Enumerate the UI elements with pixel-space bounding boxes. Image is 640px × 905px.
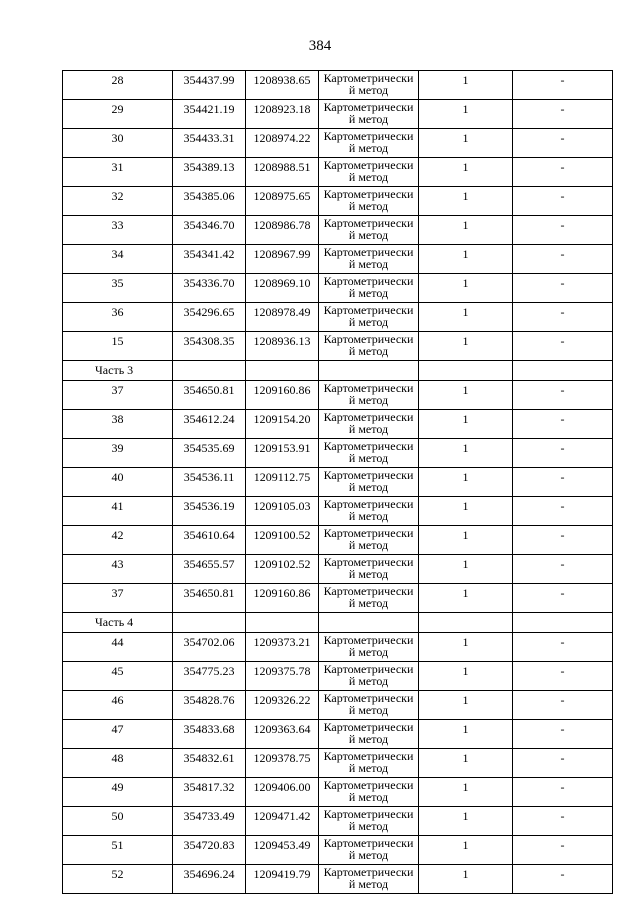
x-coordinate-cell: 354612.24 (173, 410, 246, 439)
y-coordinate-cell: 1209453.49 (246, 836, 319, 865)
note-cell: - (513, 129, 613, 158)
method-cell (319, 633, 419, 662)
y-coordinate-cell: 1208938.65 (246, 71, 319, 100)
method-cell (319, 526, 419, 555)
method-cell (319, 129, 419, 158)
method-line-1: Картометрически (323, 584, 414, 598)
method-line-1: Картометрически (323, 129, 414, 143)
method-line-2: й метод (348, 286, 389, 300)
accuracy-cell: 1 (419, 410, 513, 439)
empty-cell (246, 361, 319, 381)
y-coordinate-cell: 1209105.03 (246, 497, 319, 526)
method-line-1: Картометрически (323, 187, 414, 201)
note-cell: - (513, 381, 613, 410)
x-coordinate-cell: 354655.57 (173, 555, 246, 584)
table-row (63, 497, 613, 526)
empty-cell (246, 613, 319, 633)
accuracy-cell: 1 (419, 158, 513, 187)
accuracy-cell: 1 (419, 71, 513, 100)
x-coordinate-cell: 354702.06 (173, 633, 246, 662)
x-coordinate-cell: 354346.70 (173, 216, 246, 245)
table-row (63, 381, 613, 410)
point-number-cell: 43 (63, 555, 173, 584)
x-coordinate-cell: 354536.19 (173, 497, 246, 526)
accuracy-cell: 1 (419, 100, 513, 129)
accuracy-cell: 1 (419, 865, 513, 894)
accuracy-cell: 1 (419, 836, 513, 865)
method-line-1: Картометрически (323, 807, 414, 821)
accuracy-cell: 1 (419, 555, 513, 584)
accuracy-cell: 1 (419, 720, 513, 749)
method-line-2: й метод (348, 674, 389, 688)
y-coordinate-cell: 1208975.65 (246, 187, 319, 216)
method-line-1: Картометрически (323, 497, 414, 511)
method-cell (319, 158, 419, 187)
method-line-2: й метод (348, 703, 389, 717)
x-coordinate-cell: 354336.70 (173, 274, 246, 303)
y-coordinate-cell: 1209100.52 (246, 526, 319, 555)
table-row (63, 836, 613, 865)
note-cell: - (513, 807, 613, 836)
table-row (63, 187, 613, 216)
note-cell: - (513, 584, 613, 613)
accuracy-cell: 1 (419, 216, 513, 245)
note-cell: - (513, 526, 613, 555)
table-row (63, 410, 613, 439)
method-line-2: й метод (348, 112, 389, 126)
accuracy-cell: 1 (419, 778, 513, 807)
point-number-cell: 44 (63, 633, 173, 662)
method-line-1: Картометрически (323, 274, 414, 288)
note-cell: - (513, 662, 613, 691)
point-number-cell: 41 (63, 497, 173, 526)
method-line-2: й метод (348, 393, 389, 407)
table-row (63, 439, 613, 468)
y-coordinate-cell: 1209373.21 (246, 633, 319, 662)
point-number-cell: 39 (63, 439, 173, 468)
accuracy-cell: 1 (419, 662, 513, 691)
method-cell (319, 332, 419, 361)
method-line-1: Картометрически (323, 749, 414, 763)
table-row (63, 100, 613, 129)
method-line-2: й метод (348, 790, 389, 804)
method-line-1: Картометрически (323, 526, 414, 540)
y-coordinate-cell: 1208986.78 (246, 216, 319, 245)
y-coordinate-cell: 1209153.91 (246, 439, 319, 468)
empty-cell (419, 361, 513, 381)
note-cell: - (513, 332, 613, 361)
accuracy-cell: 1 (419, 381, 513, 410)
point-number-cell: 37 (63, 381, 173, 410)
empty-cell (419, 613, 513, 633)
x-coordinate-cell: 354828.76 (173, 691, 246, 720)
point-number-cell: 28 (63, 71, 173, 100)
x-coordinate-cell: 354610.64 (173, 526, 246, 555)
note-cell: - (513, 274, 613, 303)
note-cell: - (513, 303, 613, 332)
table-row (63, 584, 613, 613)
accuracy-cell: 1 (419, 526, 513, 555)
point-number-cell: 33 (63, 216, 173, 245)
y-coordinate-cell: 1209160.86 (246, 584, 319, 613)
method-line-1: Картометрически (323, 216, 414, 230)
point-number-cell: 38 (63, 410, 173, 439)
note-cell: - (513, 439, 613, 468)
table-row (63, 274, 613, 303)
y-coordinate-cell: 1209419.79 (246, 865, 319, 894)
note-cell: - (513, 410, 613, 439)
point-number-cell: 45 (63, 662, 173, 691)
table-row (63, 332, 613, 361)
note-cell: - (513, 749, 613, 778)
table-row (63, 216, 613, 245)
method-line-2: й метод (348, 83, 389, 97)
method-cell (319, 497, 419, 526)
point-number-cell: 29 (63, 100, 173, 129)
method-line-2: й метод (348, 567, 389, 581)
method-line-2: й метод (348, 538, 389, 552)
point-number-cell: 49 (63, 778, 173, 807)
method-line-2: й метод (348, 509, 389, 523)
x-coordinate-cell: 354296.65 (173, 303, 246, 332)
method-line-2: й метод (348, 848, 389, 862)
table-row (63, 691, 613, 720)
accuracy-cell: 1 (419, 274, 513, 303)
method-cell (319, 662, 419, 691)
method-cell (319, 100, 419, 129)
method-line-2: й метод (348, 170, 389, 184)
y-coordinate-cell: 1208923.18 (246, 100, 319, 129)
method-line-2: й метод (348, 761, 389, 775)
table-row (63, 807, 613, 836)
method-line-2: й метод (348, 645, 389, 659)
point-number-cell: 48 (63, 749, 173, 778)
y-coordinate-cell: 1208969.10 (246, 274, 319, 303)
accuracy-cell: 1 (419, 497, 513, 526)
x-coordinate-cell: 354437.99 (173, 71, 246, 100)
method-line-1: Картометрически (323, 71, 414, 85)
x-coordinate-cell: 354308.35 (173, 332, 246, 361)
method-line-2: й метод (348, 451, 389, 465)
note-cell: - (513, 468, 613, 497)
method-cell (319, 381, 419, 410)
method-cell (319, 245, 419, 274)
coordinates-table-body (63, 71, 613, 894)
note-cell: - (513, 158, 613, 187)
point-number-cell: 15 (63, 332, 173, 361)
accuracy-cell: 1 (419, 187, 513, 216)
accuracy-cell: 1 (419, 691, 513, 720)
method-line-1: Картометрически (323, 633, 414, 647)
y-coordinate-cell: 1208967.99 (246, 245, 319, 274)
section-label-cell: Часть 3 (63, 361, 173, 381)
note-cell: - (513, 633, 613, 662)
section-row (63, 361, 613, 381)
point-number-cell: 35 (63, 274, 173, 303)
y-coordinate-cell: 1208988.51 (246, 158, 319, 187)
method-line-1: Картометрически (323, 555, 414, 569)
empty-cell (513, 361, 613, 381)
x-coordinate-cell: 354720.83 (173, 836, 246, 865)
method-cell (319, 778, 419, 807)
section-label-cell: Часть 4 (63, 613, 173, 633)
accuracy-cell: 1 (419, 439, 513, 468)
point-number-cell: 50 (63, 807, 173, 836)
method-line-1: Картометрически (323, 778, 414, 792)
method-line-2: й метод (348, 199, 389, 213)
point-number-cell: 52 (63, 865, 173, 894)
method-line-2: й метод (348, 596, 389, 610)
y-coordinate-cell: 1209112.75 (246, 468, 319, 497)
table-row (63, 158, 613, 187)
y-coordinate-cell: 1209102.52 (246, 555, 319, 584)
method-cell (319, 439, 419, 468)
table-row (63, 633, 613, 662)
empty-cell (319, 613, 419, 633)
x-coordinate-cell: 354535.69 (173, 439, 246, 468)
y-coordinate-cell: 1209326.22 (246, 691, 319, 720)
method-line-1: Картометрически (323, 245, 414, 259)
x-coordinate-cell: 354341.42 (173, 245, 246, 274)
y-coordinate-cell: 1209378.75 (246, 749, 319, 778)
method-line-1: Картометрически (323, 662, 414, 676)
method-cell (319, 720, 419, 749)
accuracy-cell: 1 (419, 584, 513, 613)
method-line-2: й метод (348, 257, 389, 271)
method-cell (319, 691, 419, 720)
note-cell: - (513, 216, 613, 245)
method-cell (319, 807, 419, 836)
note-cell: - (513, 865, 613, 894)
method-cell (319, 303, 419, 332)
method-line-2: й метод (348, 141, 389, 155)
point-number-cell: 51 (63, 836, 173, 865)
table-row (63, 720, 613, 749)
x-coordinate-cell: 354650.81 (173, 381, 246, 410)
note-cell: - (513, 497, 613, 526)
table-row (63, 245, 613, 274)
point-number-cell: 34 (63, 245, 173, 274)
note-cell: - (513, 555, 613, 584)
section-row (63, 613, 613, 633)
method-line-1: Картометрически (323, 100, 414, 114)
x-coordinate-cell: 354433.31 (173, 129, 246, 158)
method-line-1: Картометрически (323, 468, 414, 482)
x-coordinate-cell: 354536.11 (173, 468, 246, 497)
x-coordinate-cell: 354696.24 (173, 865, 246, 894)
method-cell (319, 865, 419, 894)
point-number-cell: 47 (63, 720, 173, 749)
y-coordinate-cell: 1209160.86 (246, 381, 319, 410)
method-line-2: й метод (348, 732, 389, 746)
empty-cell (319, 361, 419, 381)
point-number-cell: 36 (63, 303, 173, 332)
table-row (63, 749, 613, 778)
y-coordinate-cell: 1209363.64 (246, 720, 319, 749)
accuracy-cell: 1 (419, 245, 513, 274)
x-coordinate-cell: 354833.68 (173, 720, 246, 749)
point-number-cell: 32 (63, 187, 173, 216)
method-cell (319, 71, 419, 100)
x-coordinate-cell: 354733.49 (173, 807, 246, 836)
table-row (63, 778, 613, 807)
table-row (63, 865, 613, 894)
point-number-cell: 37 (63, 584, 173, 613)
method-line-1: Картометрически (323, 332, 414, 346)
x-coordinate-cell: 354832.61 (173, 749, 246, 778)
method-line-1: Картометрически (323, 836, 414, 850)
method-line-2: й метод (348, 315, 389, 329)
note-cell: - (513, 720, 613, 749)
y-coordinate-cell: 1209375.78 (246, 662, 319, 691)
accuracy-cell: 1 (419, 303, 513, 332)
method-line-1: Картометрически (323, 691, 414, 705)
empty-cell (513, 613, 613, 633)
method-cell (319, 584, 419, 613)
point-number-cell: 46 (63, 691, 173, 720)
y-coordinate-cell: 1209471.42 (246, 807, 319, 836)
note-cell: - (513, 778, 613, 807)
table-row (63, 555, 613, 584)
point-number-cell: 31 (63, 158, 173, 187)
y-coordinate-cell: 1209154.20 (246, 410, 319, 439)
x-coordinate-cell: 354817.32 (173, 778, 246, 807)
method-line-1: Картометрически (323, 410, 414, 424)
method-line-2: й метод (348, 877, 389, 891)
accuracy-cell: 1 (419, 468, 513, 497)
note-cell: - (513, 691, 613, 720)
method-cell (319, 749, 419, 778)
table-row (63, 129, 613, 158)
accuracy-cell: 1 (419, 129, 513, 158)
method-cell (319, 187, 419, 216)
table-row (63, 468, 613, 497)
x-coordinate-cell: 354775.23 (173, 662, 246, 691)
note-cell: - (513, 836, 613, 865)
method-cell (319, 216, 419, 245)
method-line-2: й метод (348, 422, 389, 436)
method-line-1: Картометрически (323, 381, 414, 395)
x-coordinate-cell: 354385.06 (173, 187, 246, 216)
method-cell (319, 468, 419, 497)
x-coordinate-cell: 354421.19 (173, 100, 246, 129)
point-number-cell: 42 (63, 526, 173, 555)
method-line-2: й метод (348, 480, 389, 494)
accuracy-cell: 1 (419, 807, 513, 836)
method-line-1: Картометрически (323, 158, 414, 172)
empty-cell (173, 361, 246, 381)
method-line-1: Картометрически (323, 439, 414, 453)
point-number-cell: 40 (63, 468, 173, 497)
accuracy-cell: 1 (419, 633, 513, 662)
table-row (63, 526, 613, 555)
page-number: 384 (308, 38, 332, 54)
method-line-1: Картометрически (323, 865, 414, 879)
accuracy-cell: 1 (419, 332, 513, 361)
method-line-1: Картометрически (323, 303, 414, 317)
method-cell (319, 410, 419, 439)
accuracy-cell: 1 (419, 749, 513, 778)
table-row (63, 71, 613, 100)
method-cell (319, 555, 419, 584)
method-line-1: Картометрически (323, 720, 414, 734)
note-cell: - (513, 71, 613, 100)
method-cell (319, 836, 419, 865)
table-row (63, 662, 613, 691)
note-cell: - (513, 100, 613, 129)
x-coordinate-cell: 354389.13 (173, 158, 246, 187)
empty-cell (173, 613, 246, 633)
note-cell: - (513, 245, 613, 274)
method-line-2: й метод (348, 228, 389, 242)
y-coordinate-cell: 1209406.00 (246, 778, 319, 807)
method-line-2: й метод (348, 344, 389, 358)
y-coordinate-cell: 1208974.22 (246, 129, 319, 158)
y-coordinate-cell: 1208936.13 (246, 332, 319, 361)
x-coordinate-cell: 354650.81 (173, 584, 246, 613)
note-cell: - (513, 187, 613, 216)
y-coordinate-cell: 1208978.49 (246, 303, 319, 332)
point-number-cell: 30 (63, 129, 173, 158)
coordinates-table (62, 70, 613, 894)
table-row (63, 303, 613, 332)
method-cell (319, 274, 419, 303)
method-line-2: й метод (348, 819, 389, 833)
